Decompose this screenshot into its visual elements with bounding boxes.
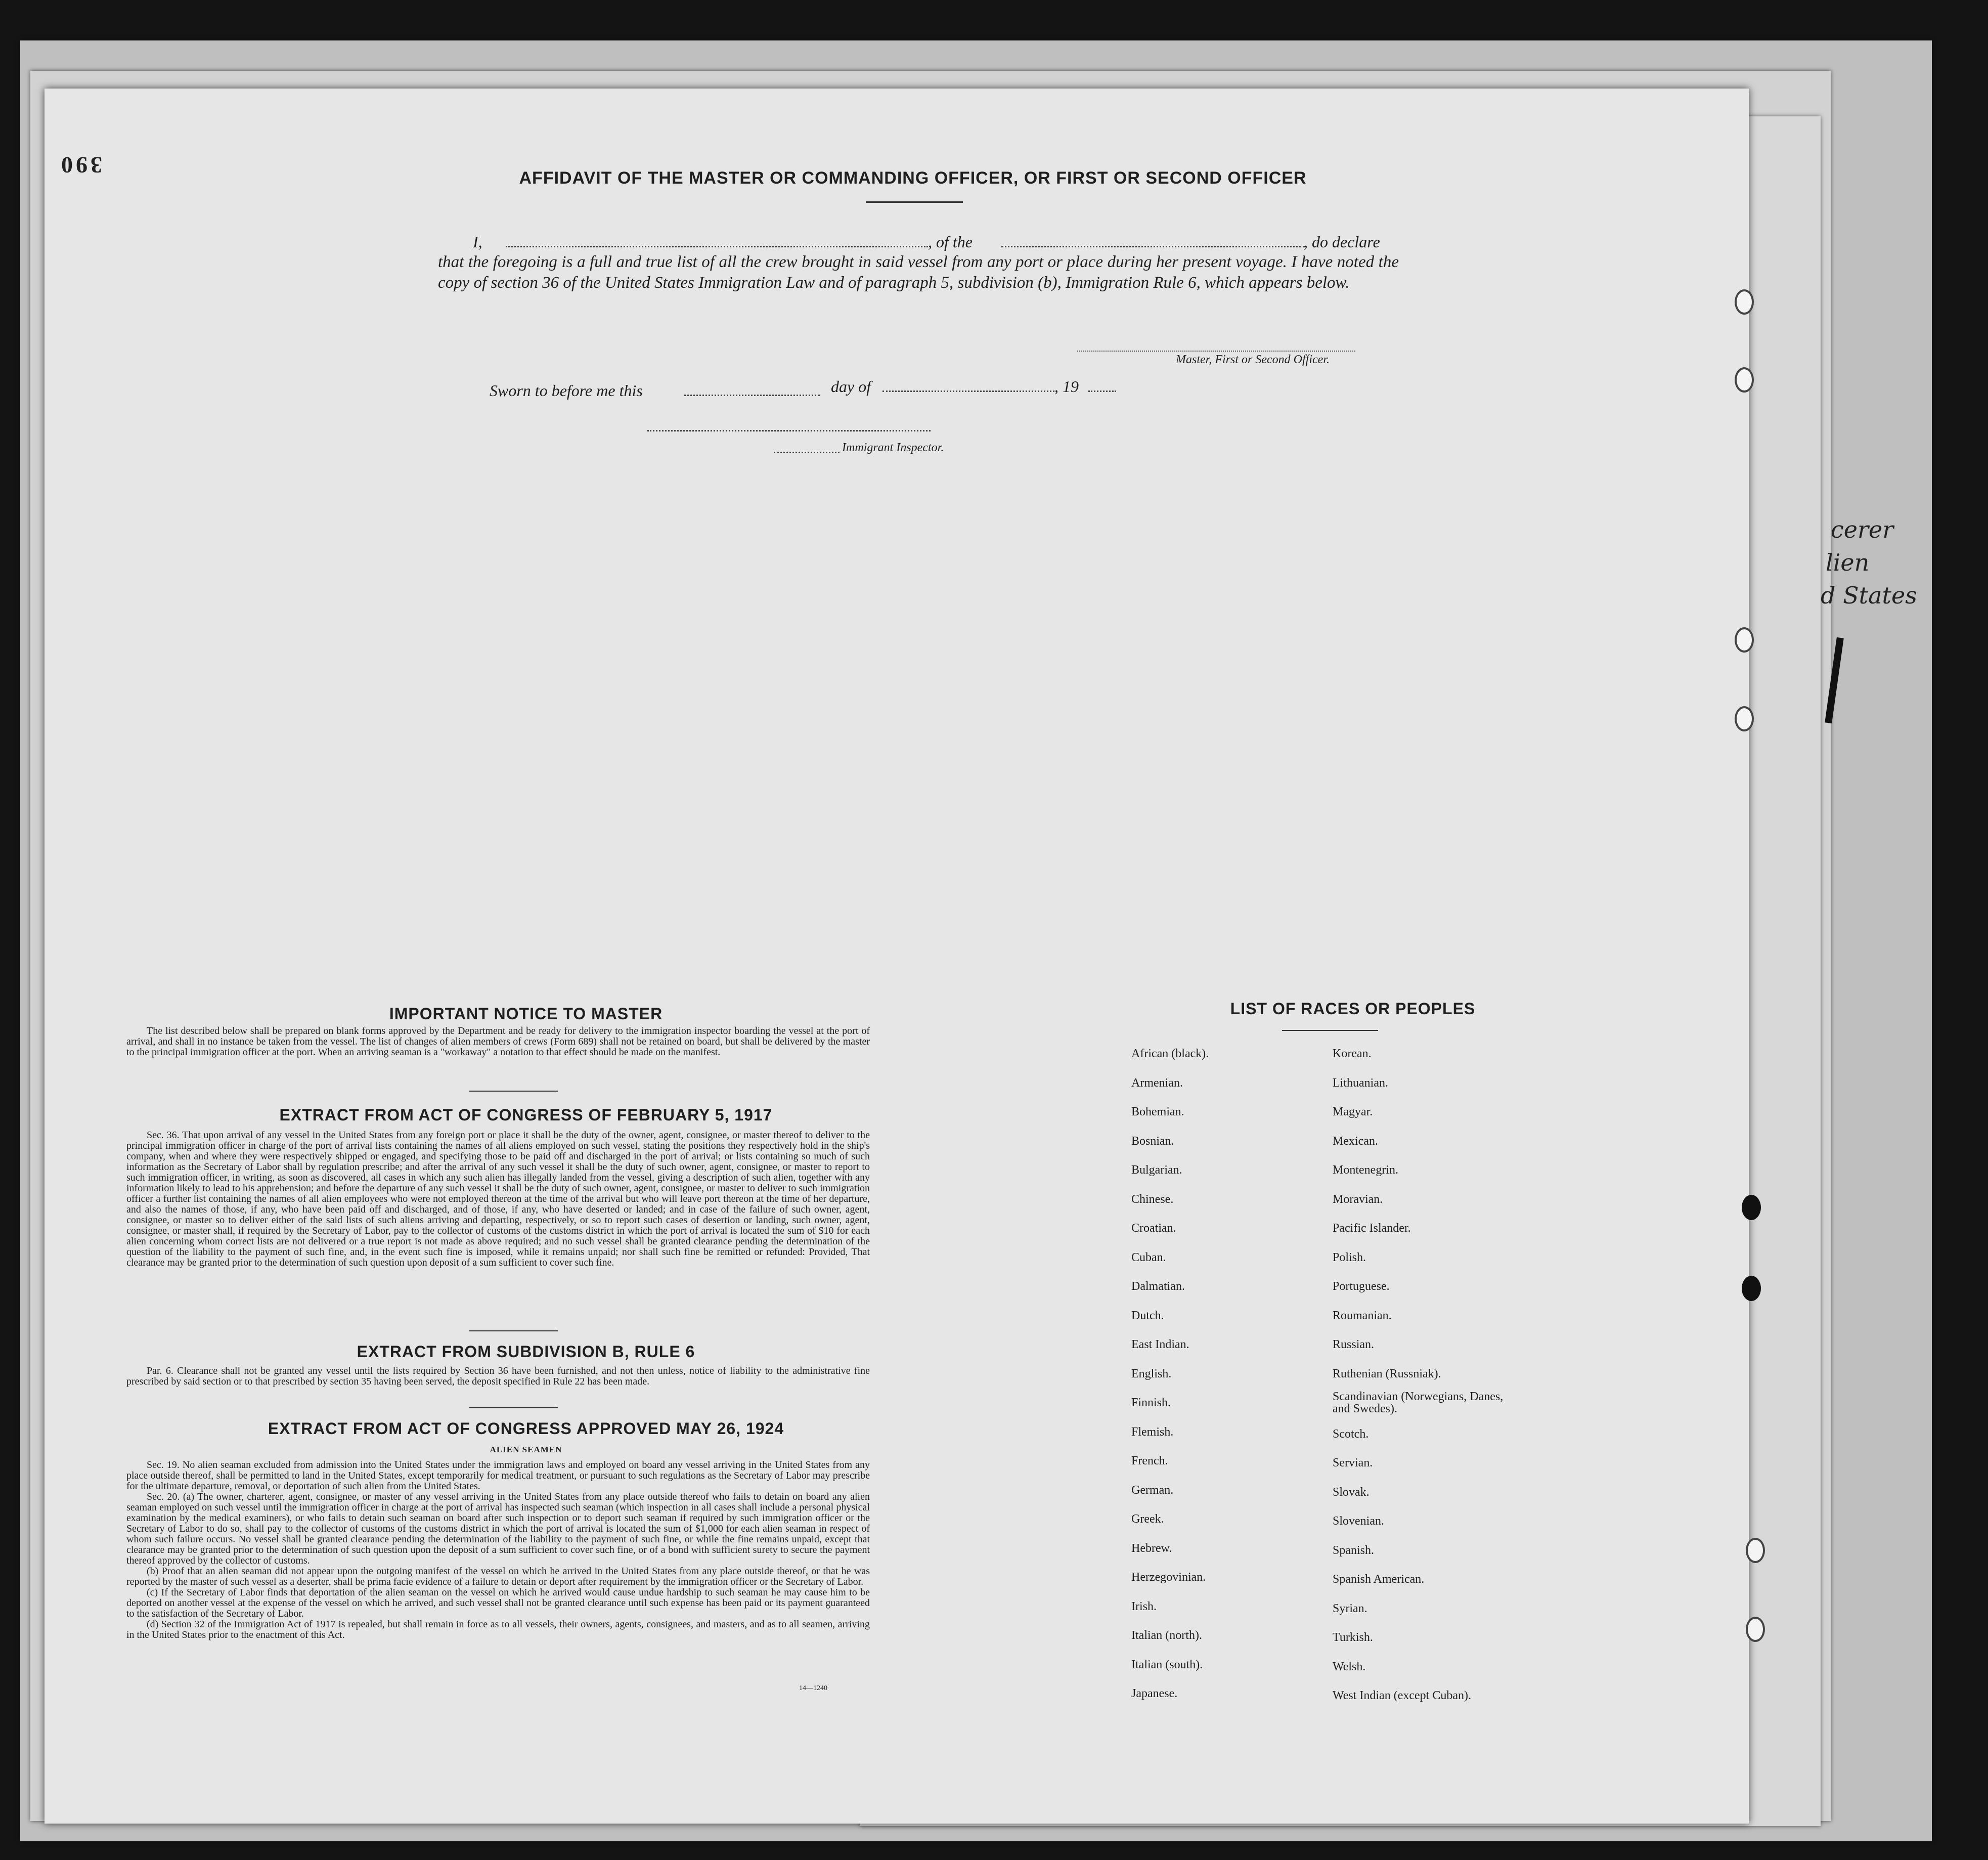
inspector-signature-line bbox=[647, 430, 931, 431]
master-signature-label: Master, First or Second Officer. bbox=[1176, 353, 1330, 366]
affidavit-title: AFFIDAVIT OF THE MASTER OR COMMANDING OFFICER, OR FIRST OR SECOND OFFICER bbox=[519, 168, 1307, 188]
affidavit-i: I, bbox=[473, 233, 482, 251]
page-number: 390 bbox=[58, 152, 102, 178]
race-item: Montenegrin. bbox=[1333, 1163, 1398, 1177]
races-title: LIST OF RACES OR PEOPLES bbox=[1230, 1000, 1476, 1018]
title-divider bbox=[866, 201, 963, 203]
race-item: Korean. bbox=[1333, 1047, 1372, 1060]
act-1924-text bbox=[126, 1460, 870, 1640]
race-item: Greek. bbox=[1131, 1512, 1164, 1526]
year-blank bbox=[1088, 391, 1116, 392]
act-1924-paragraph: (d) Section 32 of the Immigration Act of 1917 is repealed, but shall remain in force as to all vessels, their owners, agents, consignees, and masters, and as to all seamen, arriving in the United States prior to the enactment of this Act. bbox=[126, 1619, 870, 1640]
act-1917-paragraph: Sec. 36. That upon arrival of any vessel in the United States from any foreign port or place it shall be the duty of the owner, agent, consignee, or master thereof to deliver to the principal immigration officer in charge of the port of arrival lists containing the names of all aliens employed on such vessel, stating the positions they respectively hold in the ship's company, when and where they were respectively shipped or engaged, and specifying those to be paid off and discharged in the port of arrival; or lists containing so much of such information as the Secretary of Labor shall by regulation prescribe; and after the arrival of any such vessel it shall be the duty of such owner, agent, consignee, or master to report to such immigration officer, in writing, as soon as discovered, all cases in which any such alien has illegally landed from the vessel, giving a description of such alien, together with any information likely to lead to his apprehension; and before the departure of any such vessel it shall be the duty of such owner, agent, consignee, or master to deliver to such immigration officer a further list containing the names of all alien employees who were not employed thereon at the time of the arrival but who will leave port thereon at the time of her departure, and also the names of those, if any, who have been paid off and discharged, and of those, if any, who have deserted or landed; and in case of the failure of such owner, agent, consignee, or master so to deliver either of the said lists of such aliens arriving and departing, respectively, or so to report such cases of desertion or landing, such owner, agent, consignee, or master shall, if required by the Secretary of Labor, pay to the collector of customs of the customs district in which the port of arrival is located the sum of $10 for each alien concerning whom correct lists are not delivered or a true report is not made as above required; and no such vessel shall be granted clearance pending the determination of the question of the liability to the payment of such fine, and, in the event such fine is imposed, while it remains unpaid; nor shall such fine be remitted or refunded: Provided, That clearance may be granted prior to the determination of such question upon deposit of a sum sufficient to cover such fine. bbox=[126, 1130, 870, 1268]
race-item: Scotch. bbox=[1333, 1427, 1369, 1441]
affidavit-declare: , do declare bbox=[1304, 233, 1380, 251]
alien-seamen-heading: ALIEN SEAMEN bbox=[490, 1445, 562, 1454]
notice-title: IMPORTANT NOTICE TO MASTER bbox=[389, 1005, 663, 1023]
race-item: Spanish American. bbox=[1333, 1573, 1425, 1586]
race-item: Spanish. bbox=[1333, 1543, 1375, 1557]
race-item: English. bbox=[1131, 1367, 1172, 1380]
race-item: Moravian. bbox=[1333, 1192, 1383, 1206]
punch-hole bbox=[1746, 1617, 1765, 1642]
race-item: French. bbox=[1131, 1454, 1168, 1467]
race-item: Flemish. bbox=[1131, 1425, 1174, 1439]
races-divider bbox=[1282, 1030, 1378, 1031]
section-divider bbox=[469, 1407, 558, 1408]
race-item: Welsh. bbox=[1333, 1660, 1366, 1673]
race-item: Dalmatian. bbox=[1131, 1280, 1185, 1293]
race-item: Bosnian. bbox=[1131, 1134, 1174, 1148]
punch-hole bbox=[1735, 706, 1754, 731]
races-left-column bbox=[1131, 1040, 1209, 1709]
form-number: 14—1240 bbox=[799, 1684, 827, 1692]
race-item: Japanese. bbox=[1131, 1687, 1178, 1700]
race-item: Bohemian. bbox=[1131, 1105, 1184, 1118]
race-item: Croatian. bbox=[1131, 1222, 1176, 1235]
race-item: Cuban. bbox=[1131, 1250, 1166, 1264]
race-item: Herzegovinian. bbox=[1131, 1571, 1206, 1584]
race-item: Slovenian. bbox=[1333, 1515, 1384, 1528]
race-item: Magyar. bbox=[1333, 1105, 1373, 1118]
race-item: Roumanian. bbox=[1333, 1309, 1392, 1322]
race-item: Irish. bbox=[1131, 1599, 1157, 1613]
inspector-label: Immigrant Inspector. bbox=[842, 441, 944, 454]
punch-hole bbox=[1735, 627, 1754, 653]
act-1924-paragraph: (c) If the Secretary of Labor finds that deportation of the alien seaman on the vessel on which he arrived would cause undue hardship to such seaman he may cause him to be deported on another vessel at the expense of the vessel on which he arrived, and such vessel shall not be granted clearance until such expense has been paid or its payment guaranteed to the satisfaction of the Secretary of Labor. bbox=[126, 1587, 870, 1619]
affidavit-of-the: , of the bbox=[928, 233, 973, 251]
punch-hole bbox=[1735, 367, 1754, 393]
handwriting-note: lien bbox=[1826, 549, 1870, 576]
race-item: African (black). bbox=[1131, 1047, 1209, 1060]
race-item: Armenian. bbox=[1131, 1076, 1183, 1090]
section-divider bbox=[469, 1330, 558, 1331]
month-blank bbox=[882, 391, 1054, 392]
handwriting-note: d States bbox=[1821, 582, 1917, 609]
day-blank bbox=[684, 395, 820, 396]
race-item: German. bbox=[1131, 1483, 1174, 1497]
race-item: Ruthenian (Russniak). bbox=[1333, 1367, 1441, 1380]
race-item: Pacific Islander. bbox=[1333, 1222, 1411, 1235]
race-item: Lithuanian. bbox=[1333, 1076, 1388, 1090]
race-item: Portuguese. bbox=[1333, 1280, 1390, 1293]
affidavit-body: that the foregoing is a full and true list of all the crew brought in said vessel from any port or place during her present voyage. I have noted the copy of section 36 of the United States Immigration Law and of paragraph 5, subdivision (b), Immigration Rule 6, which appears below. bbox=[438, 253, 1399, 292]
race-item: West Indian (except Cuban). bbox=[1333, 1689, 1471, 1702]
notice-text bbox=[126, 1026, 870, 1058]
year-text: , 19 bbox=[1054, 377, 1079, 396]
races-right-column bbox=[1333, 1040, 1505, 1711]
race-item: Finnish. bbox=[1131, 1396, 1171, 1409]
act-1924-paragraph: (b) Proof that an alien seaman did not appear upon the outgoing manifest of the vessel on which he arrived in the United States from any place outside thereof, or that he was reported by the master of such vessel as a deserter, shall be prima facie evidence of a failure to detain or deport after requirement by the immigration officer or the Secretary of Labor. bbox=[126, 1566, 870, 1587]
handwriting-note: cerer bbox=[1831, 516, 1894, 543]
rule-6-text bbox=[126, 1366, 870, 1387]
punch-hole bbox=[1746, 1538, 1765, 1563]
day-of-text: day of bbox=[831, 377, 871, 396]
race-item: Italian (south). bbox=[1131, 1658, 1203, 1671]
race-item: Scandinavian (Norwegians, Danes, and Swedes). bbox=[1333, 1390, 1504, 1415]
race-item: Turkish. bbox=[1333, 1631, 1373, 1644]
act-1917-title: EXTRACT FROM ACT OF CONGRESS OF FEBRUARY 5, 1917 bbox=[279, 1106, 773, 1124]
race-item: Slovak. bbox=[1333, 1485, 1369, 1499]
punch-hole bbox=[1742, 1276, 1761, 1301]
inspector-signature-line-2 bbox=[774, 452, 840, 453]
act-1917-text bbox=[126, 1130, 870, 1268]
act-1924-paragraph: Sec. 20. (a) The owner, charterer, agent, consignee, or master of any vessel arriving in the United States from any place outside thereof who fails to detain on board any alien seaman employed on such vessel until the immigration officer in charge at the port of arrival has inspected such seaman (which inspection in all cases shall include a personal physical examination by the medical examiners), or who fails to detain such seaman on board after such inspection or to deport such seaman if required by such immigration officer or the Secretary of Labor to do so, shall pay to the collector of customs of the customs district in which the port of arrival is located the sum of $1,000 for each alien seaman in respect of whom such failure occurs. No vessel shall be granted clearance pending the determination of the liability to the payment of such fine, or while the fine remains unpaid, except that clearance may be granted prior to the determination of such question upon the deposit of a sum sufficient to cover such fine, or of a bond with sufficient surety to secure the payment thereof approved by the collector of customs. bbox=[126, 1491, 870, 1566]
sworn-text: Sworn to before me this bbox=[490, 381, 643, 400]
race-item: Dutch. bbox=[1131, 1309, 1164, 1322]
race-item: Russian. bbox=[1333, 1338, 1375, 1351]
race-item: Polish. bbox=[1333, 1250, 1366, 1264]
race-item: Hebrew. bbox=[1131, 1541, 1172, 1555]
race-item: Syrian. bbox=[1333, 1602, 1367, 1615]
race-item: Italian (north). bbox=[1131, 1629, 1202, 1642]
race-item: Chinese. bbox=[1131, 1192, 1174, 1206]
punch-hole bbox=[1742, 1195, 1761, 1220]
act-1924-paragraph: Sec. 19. No alien seaman excluded from admission into the United States under the immigration laws and employed on board any vessel arriving in the United States from any place outside thereof, shall be permitted to land in the United States, except temporarily for medical treatment, or pursuant to such regulations as the Secretary of Labor may prescribe for the ultimate departure, removal, or deportation of such alien from the United States. bbox=[126, 1459, 870, 1492]
act-1924-title: EXTRACT FROM ACT OF CONGRESS APPROVED MAY 26, 1924 bbox=[268, 1419, 784, 1438]
race-item: East Indian. bbox=[1131, 1338, 1189, 1351]
race-item: Servian. bbox=[1333, 1456, 1373, 1469]
rule-6-paragraph: Par. 6. Clearance shall not be granted any vessel until the lists required by Section 36 have been furnished, and not then unless, notice of liability to the administrative fine prescribed by said section or to that prescribed by section 35 having been served, the deposit specified in Rule 22 has been made. bbox=[126, 1365, 870, 1387]
section-divider bbox=[469, 1091, 558, 1092]
race-item: Bulgarian. bbox=[1131, 1163, 1182, 1177]
master-signature-line bbox=[1077, 351, 1355, 352]
punch-hole bbox=[1735, 289, 1754, 315]
notice-paragraph: The list described below shall be prepared on blank forms approved by the Department and be ready for delivery to the immigration inspector boarding the vessel at the port of arrival, and shall in no instance be taken from the vessel. The list of changes of alien members of crews (Form 689) shall not be retained on board, but shall be delivered by the master to the principal immigration officer at the port. When an arriving seaman is a "workaway" a notation to that effect should be made on the manifest. bbox=[126, 1025, 870, 1058]
name-blank bbox=[506, 246, 928, 247]
race-item: Mexican. bbox=[1333, 1134, 1378, 1148]
vessel-blank bbox=[1001, 246, 1305, 247]
rule-6-title: EXTRACT FROM SUBDIVISION B, RULE 6 bbox=[357, 1343, 695, 1361]
